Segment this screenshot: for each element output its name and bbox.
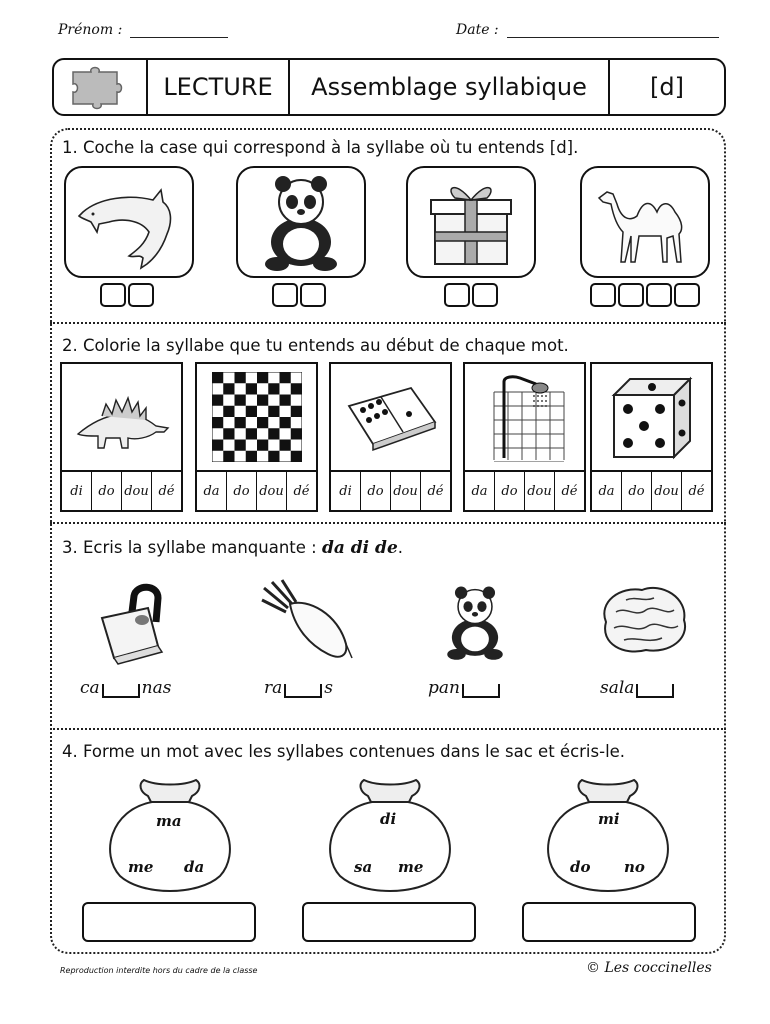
gift-icon — [406, 166, 536, 278]
syllable-row — [197, 472, 316, 510]
syllable-option[interactable]: di — [62, 472, 92, 510]
syllable-row — [62, 472, 181, 510]
syllable-blank[interactable] — [636, 684, 674, 698]
syllable-option[interactable]: dé — [293, 483, 310, 499]
divider — [50, 728, 726, 730]
word-before: ca — [80, 678, 100, 698]
syllable-checkbox[interactable] — [272, 283, 298, 307]
syllable-card — [463, 362, 586, 512]
bag-syllable: do — [570, 858, 591, 876]
lettuce-icon — [596, 582, 692, 660]
syllable-option[interactable]: dé — [158, 483, 175, 499]
section2-instruction: 2. Colorie la syllabe que tu entends au début de chaque mot. — [62, 336, 569, 355]
checkbox-group[interactable] — [100, 283, 154, 307]
syllable-option[interactable]: da — [465, 472, 495, 510]
syllable-card — [195, 362, 318, 512]
word-before: ra — [264, 678, 283, 698]
syllable-card — [329, 362, 452, 512]
syllable-option[interactable]: do — [361, 472, 391, 510]
padlock-icon — [96, 582, 166, 670]
word-before: pan — [428, 678, 460, 698]
bag-syllable: di — [380, 810, 397, 828]
syllable-row — [592, 472, 711, 510]
bag-syllable: no — [624, 858, 645, 876]
date-field[interactable] — [456, 22, 719, 38]
syllable-checkbox[interactable] — [590, 283, 616, 307]
checkerboard-icon — [197, 364, 316, 472]
copyright-notice: Reproduction interdite hors du cadre de la classe — [60, 966, 258, 975]
prenom-label: Prénom : — [58, 22, 123, 38]
camel-icon — [580, 166, 710, 278]
syllable-option[interactable]: da — [197, 472, 227, 510]
syllable-option[interactable]: do — [495, 472, 525, 510]
puzzle-icon — [54, 60, 148, 114]
missing-syllable-word — [264, 678, 333, 698]
syllable-choices: da di de — [321, 538, 398, 558]
checkbox-group[interactable] — [272, 283, 326, 307]
checkbox-group[interactable] — [590, 283, 700, 307]
syllable-option[interactable]: dé — [561, 483, 578, 499]
syllable-checkbox[interactable] — [674, 283, 700, 307]
syllable-checkbox[interactable] — [100, 283, 126, 307]
bag-syllable: me — [128, 858, 154, 876]
shower-icon — [465, 364, 584, 472]
dinosaur-icon — [62, 364, 181, 472]
section1-instruction: 1. Coche la case qui correspond à la syllabe où tu entends [d]. — [62, 138, 579, 157]
syllable-checkbox[interactable] — [444, 283, 470, 307]
subject-label: LECTURE — [148, 60, 290, 114]
panda-icon — [438, 576, 512, 672]
divider — [50, 322, 726, 324]
syllable-checkbox[interactable] — [128, 283, 154, 307]
word-before: sala — [600, 678, 635, 698]
phoneme-label: [d] — [650, 73, 684, 101]
syllable-checkbox[interactable] — [472, 283, 498, 307]
syllable-row — [465, 472, 584, 510]
radish-icon — [258, 578, 354, 666]
dice-icon — [592, 364, 711, 472]
syllable-option[interactable]: da — [592, 472, 622, 510]
divider — [50, 522, 726, 524]
page-title: Assemblage syllabique — [290, 60, 610, 114]
answer-field[interactable] — [522, 902, 696, 942]
bag-syllable: me — [398, 858, 424, 876]
instruction-text: 3. Ecris la syllabe manquante : — [62, 538, 317, 557]
bag-syllable: mi — [598, 810, 620, 828]
domino-icon — [331, 364, 450, 472]
bag-syllable: sa — [354, 858, 373, 876]
bag-syllable: ma — [156, 812, 182, 830]
syllable-checkbox[interactable] — [300, 283, 326, 307]
checkbox-group[interactable] — [444, 283, 498, 307]
syllable-checkbox[interactable] — [618, 283, 644, 307]
syllable-blank[interactable] — [102, 684, 140, 698]
bag-icon — [538, 774, 678, 898]
syllable-option[interactable]: do — [92, 472, 122, 510]
missing-syllable-word — [80, 678, 171, 698]
bag-icon — [100, 774, 240, 898]
panda-icon — [236, 166, 366, 278]
syllable-row — [331, 472, 450, 510]
prenom-field[interactable] — [58, 22, 228, 38]
missing-syllable-word — [600, 678, 676, 698]
syllable-option[interactable]: dou — [652, 472, 682, 510]
syllable-card — [590, 362, 713, 512]
brand-logo: © Les coccinelles — [586, 960, 712, 976]
bag-icon — [320, 774, 460, 898]
syllable-option[interactable]: dé — [427, 483, 444, 499]
syllable-option[interactable]: dou — [257, 472, 287, 510]
section3-instruction: 3. Ecris la syllabe manquante : da di de. — [62, 538, 404, 558]
syllable-card — [60, 362, 183, 512]
word-after: s — [324, 678, 333, 698]
bag-syllable: da — [184, 858, 205, 876]
title-banner — [52, 58, 726, 116]
syllable-option[interactable]: dou — [122, 472, 152, 510]
syllable-option[interactable]: do — [622, 472, 652, 510]
syllable-blank[interactable] — [284, 684, 322, 698]
word-after: nas — [141, 678, 172, 698]
syllable-option[interactable]: dou — [391, 472, 421, 510]
syllable-blank[interactable] — [462, 684, 500, 698]
dolphin-icon — [64, 166, 194, 278]
answer-field[interactable] — [302, 902, 476, 942]
syllable-option[interactable]: do — [227, 472, 257, 510]
syllable-option[interactable]: dé — [688, 483, 705, 499]
date-label: Date : — [456, 22, 499, 38]
missing-syllable-word — [428, 678, 502, 698]
syllable-option[interactable]: di — [331, 472, 361, 510]
section4-instruction: 4. Forme un mot avec les syllabes contenues dans le sac et écris-le. — [62, 742, 626, 761]
syllable-checkbox[interactable] — [646, 283, 672, 307]
answer-field[interactable] — [82, 902, 256, 942]
syllable-option[interactable]: dou — [525, 472, 555, 510]
